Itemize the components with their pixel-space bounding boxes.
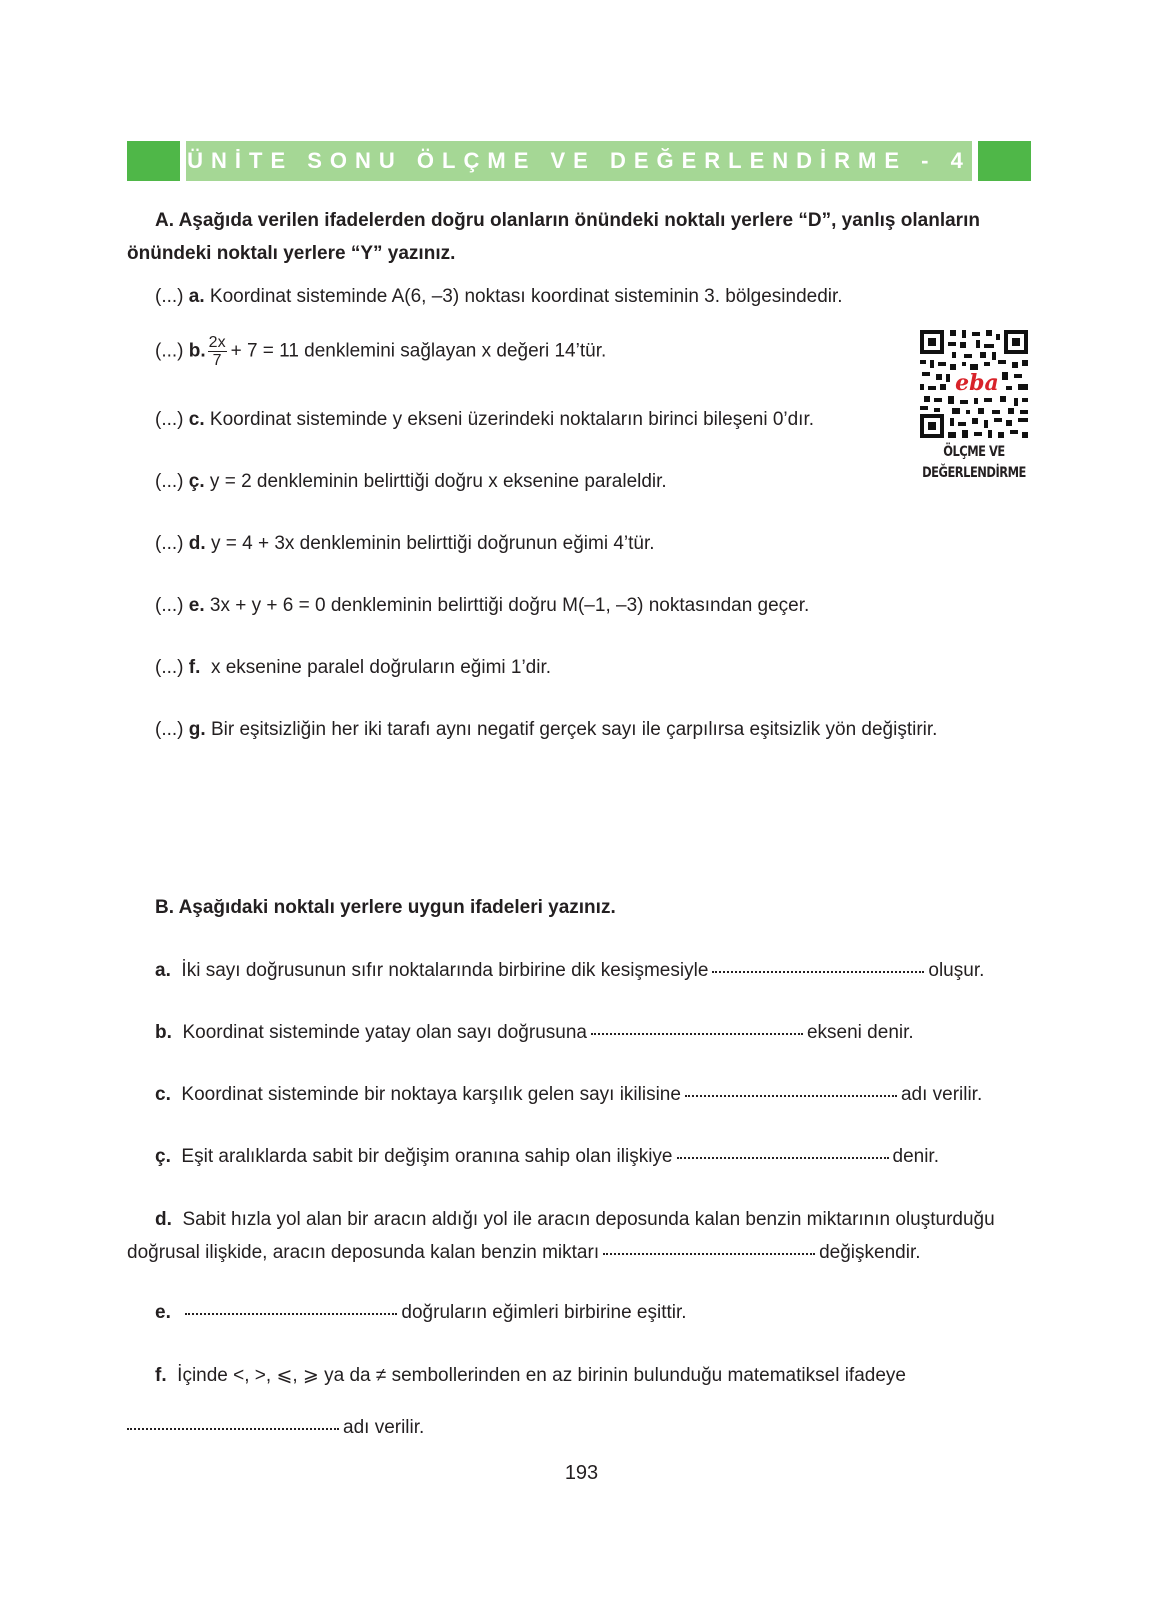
banner-title-bar xyxy=(186,141,972,181)
b-item-d: d. Sabit hızla yol alan bir aracın aldığı yol ile aracın deposunda kalan benzin miktarının oluşturduğu doğrusal ilişkide, aracın deposunda kalan benzin miktarı değişkendir. xyxy=(127,1209,995,1263)
page-number: 193 xyxy=(564,1462,599,1484)
banner-right-block xyxy=(978,141,1031,181)
a-item-cc: (...) ç. y = 2 denkleminin belirttiği doğru x eksenine paraleldir. xyxy=(155,471,667,492)
qr-code[interactable] xyxy=(918,328,1030,440)
answer-blank[interactable] xyxy=(685,1095,897,1097)
qr-label: ÖLÇME VE DEĞERLENDİRME xyxy=(922,444,1026,481)
eba-logo: eba xyxy=(955,370,999,396)
b-item-b: b. Koordinat sisteminde yatay olan sayı doğrusuna ekseni denir. xyxy=(155,1022,914,1043)
answer-blank[interactable] xyxy=(185,1313,397,1315)
b-item-f: f. İçinde <, >, ⩽, ⩾ ya da ≠ sembollerinden en az birinin bulunduğu matematiksel ifadeye xyxy=(155,1365,906,1386)
a-item-c: (...) c. Koordinat sisteminde y ekseni üzerindeki noktaların birinci bileşeni 0’dır. xyxy=(155,409,815,430)
section-a-instruction: A. Aşağıda verilen ifadelerden doğru olanların önündeki noktalı yerlere “D”, yanlış olanların önündeki noktalı yerlere “Y” yazınız. xyxy=(127,210,980,264)
a-item-a: (...) a. Koordinat sisteminde A(6, –3) noktası koordinat sisteminin 3. bölgesindedir. xyxy=(155,286,843,307)
a-item-d: (...) d. y = 4 + 3x denkleminin belirttiği doğrunun eğimi 4’tür. xyxy=(155,533,655,554)
fraction-2x-over-7: $\frac{2x}{7}$ xyxy=(208,334,226,369)
banner-left-block xyxy=(127,141,180,181)
b-item-f-continuation: adı verilir. xyxy=(127,1417,424,1439)
a-item-g: (...) g. Bir eşitsizliğin her iki tarafı aynı negatif gerçek sayı ile çarpılırsa eşitsizlik yön değiştirir. xyxy=(155,719,938,740)
a-item-f: (...) f. x eksenine paralel doğruların eğimi 1’dir. xyxy=(155,657,552,678)
answer-blank[interactable] xyxy=(712,971,924,973)
answer-blank[interactable] xyxy=(127,1428,339,1430)
section-b-instruction: B. Aşağıdaki noktalı yerlere uygun ifadeleri yazınız. xyxy=(155,897,616,918)
banner-title: ÜNİTE SONU ÖLÇME VE DEĞERLENDİRME - 4 xyxy=(187,148,971,173)
a-item-e: (...) e. 3x + y + 6 = 0 denkleminin belirttiği doğru M(–1, –3) noktasından geçer. xyxy=(155,595,810,616)
answer-blank[interactable] xyxy=(591,1033,803,1035)
section-banner xyxy=(127,141,1031,181)
b-item-a: a. İki sayı doğrusunun sıfır noktalarında birbirine dik kesişmesiyle oluşur. xyxy=(155,960,985,981)
b-item-e: e. doğruların eğimleri birbirine eşittir. xyxy=(155,1302,687,1323)
answer-blank[interactable] xyxy=(603,1253,815,1255)
b-item-c: c. Koordinat sisteminde bir noktaya karşılık gelen sayı ikilisine adı verilir. xyxy=(155,1084,983,1105)
a-item-b: (...) b. $\frac{2x}{7}$ + 7 = 11 denklemini sağlayan x değeri 14’tür. xyxy=(155,334,607,369)
answer-blank[interactable] xyxy=(677,1157,889,1159)
b-item-cc: ç. Eşit aralıklarda sabit bir değişim oranına sahip olan ilişkiye denir. xyxy=(155,1146,939,1167)
